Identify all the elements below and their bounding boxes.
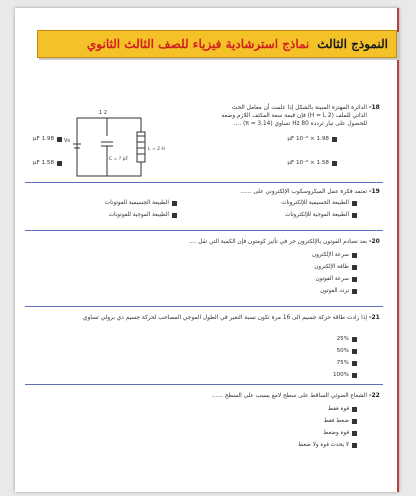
option-checkbox[interactable] [352, 265, 357, 270]
circuit-wire-loop [77, 118, 141, 176]
option-checkbox[interactable] [352, 277, 357, 282]
option-checkbox[interactable] [352, 443, 357, 448]
option-checkbox[interactable] [57, 161, 62, 166]
q18-option-3[interactable]: 1.58 × 10⁻⁶ μF [287, 160, 337, 166]
q20-number: -20 [369, 238, 380, 245]
option-checkbox[interactable] [352, 431, 357, 436]
option-checkbox[interactable] [352, 419, 357, 424]
header-title: نماذج استرشادية فيزياء للصف الثالث الثانوي [86, 37, 310, 51]
q22-number: -22 [369, 392, 380, 399]
question-separator [25, 230, 383, 231]
question-separator [25, 182, 383, 183]
lc-circuit-diagram [63, 102, 173, 184]
q18-number: -18 [369, 104, 380, 111]
q22-option-2[interactable]: ضغط فقط [324, 418, 357, 424]
page-header [37, 30, 397, 58]
option-checkbox[interactable] [352, 373, 357, 378]
option-checkbox[interactable] [352, 337, 357, 342]
q18-stem [211, 104, 367, 128]
q18-option-2[interactable]: 1.98 μF [33, 136, 62, 142]
option-checkbox[interactable] [332, 137, 337, 142]
option-checkbox[interactable] [352, 361, 357, 366]
q19-option-1[interactable]: الطبيعة الجسيمية للإلكترونات [281, 200, 357, 206]
q19-option-3[interactable]: الطبيعة الموجية للإلكترونات [285, 212, 357, 218]
q18-line-3: للحصول على تيار تردده Hz 80 تساوي (π = 3.14) .... [233, 121, 367, 127]
option-checkbox[interactable] [172, 201, 177, 206]
option-checkbox[interactable] [172, 213, 177, 218]
q21-option-2[interactable]: 50% [337, 348, 357, 354]
question-separator [25, 384, 383, 385]
switch-label: 1 2 [99, 110, 107, 116]
inductor-label: L = 2 H [148, 147, 165, 152]
question-separator [25, 306, 383, 307]
option-checkbox[interactable] [352, 289, 357, 294]
source-label: Vs [64, 138, 71, 144]
option-checkbox[interactable] [352, 213, 357, 218]
q22-option-1[interactable]: قوة فقط [328, 406, 357, 412]
q22-option-4[interactable]: لا يحدث قوة ولا ضغط [298, 442, 357, 448]
q21-option-4[interactable]: 100% [333, 372, 357, 378]
q18-line-1: الدائرة المهتزة المبينة بالشكل إذا علمت أن معامل الحث [231, 105, 367, 111]
q21-stem: إذا زادت طاقة حركة جسيم الى 16 مرة تكون نسبة التغير في الطول الموجي المصاحب لحركة جسيم دي برولي تساوي [82, 315, 367, 321]
option-checkbox[interactable] [352, 407, 357, 412]
option-checkbox[interactable] [57, 137, 62, 142]
q20-option-1[interactable]: سرعة الإلكترون [312, 252, 357, 258]
option-checkbox[interactable] [352, 201, 357, 206]
option-checkbox[interactable] [352, 349, 357, 354]
q20-option-4[interactable]: تردد الفوتون [320, 288, 357, 294]
q19-option-2[interactable]: الطبيعة الجسيمية للفوتونات [105, 200, 177, 206]
q19-stem: تعتمد فكرة عمل الميكروسكوب الإلكتروني على ...... [240, 189, 367, 195]
option-checkbox[interactable] [352, 253, 357, 258]
q18-option-1[interactable]: 1.98 × 10⁻⁶ μF [287, 136, 337, 142]
q22-option-3[interactable]: قوة وضغط [323, 430, 357, 436]
q20-stem: بعد تصادم الفوتون بالإلكترون حر في تأثير كومتون فإن الكمية التي تقل .... [189, 239, 367, 245]
q21-option-3[interactable]: 75% [337, 360, 357, 366]
header-model-label: النموذج الثالث [317, 37, 388, 51]
option-checkbox[interactable] [332, 161, 337, 166]
q19-number: -19 [369, 188, 380, 195]
q20-option-2[interactable]: طاقة الإلكترون [314, 264, 357, 270]
capacitor-label: C = ? μF [109, 157, 129, 162]
q21-option-1[interactable]: 25% [337, 336, 357, 342]
q19-option-4[interactable]: الطبيعة الموجية للفوتونات [109, 212, 177, 218]
document-page [15, 8, 399, 492]
q18-line-2: الذاتي للملف (2 H = L) فإن قيمة سعة المكثف اللازم وضعه [221, 113, 367, 119]
q18-option-4[interactable]: 1.58 μF [33, 160, 62, 166]
q20-option-3[interactable]: سرعة الفوتون [316, 276, 357, 282]
q21-number: -21 [369, 314, 380, 321]
q22-stem: الشعاع الضوئي الساقط على سطح لامع يسبب على السطح ...... [211, 393, 367, 399]
